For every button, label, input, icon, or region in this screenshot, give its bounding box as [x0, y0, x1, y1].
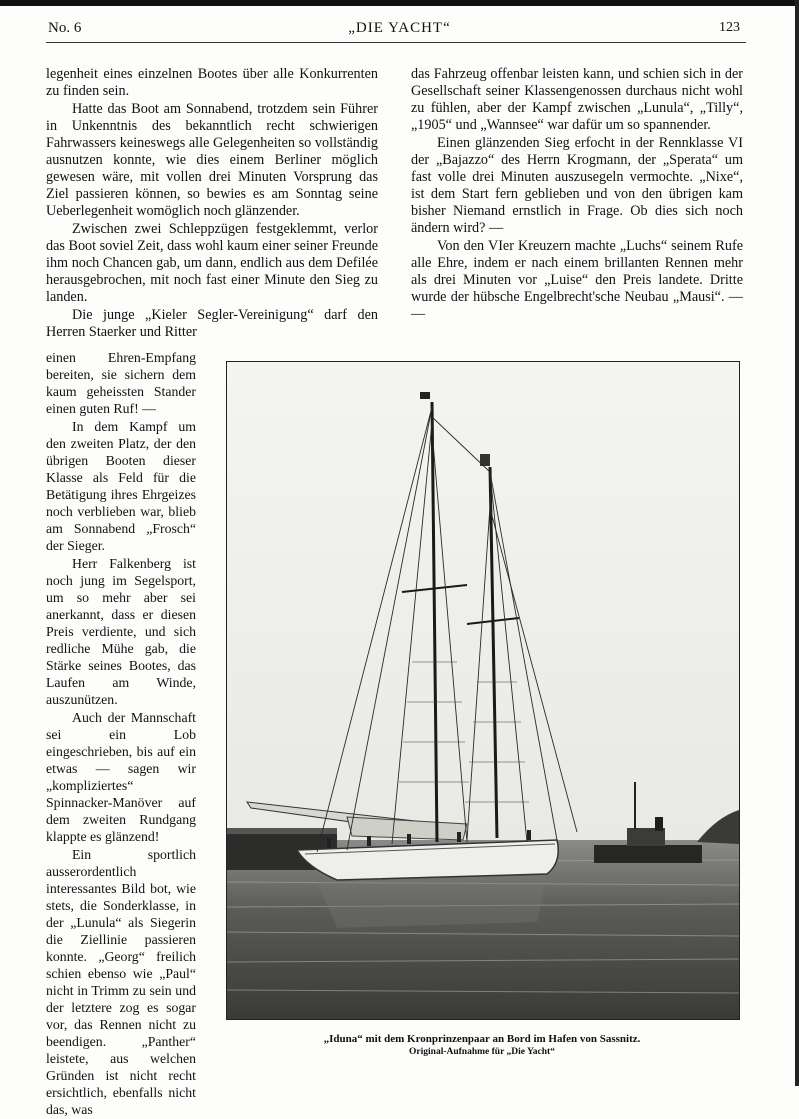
yacht-photograph: [226, 361, 740, 1020]
paragraph: Hatte das Boot am Sonnabend, trotzdem sein Führer in Unkenntnis des bekanntlich recht schwierigen Fahrwassers keineswegs alle Gelegenheiten so vollständig ausnutzen konnte, wie dies einem Berliner möglich gewesen wäre, mit vollen drei Minuten Vorsprung das Ziel passieren können, so bewies es am Sonntag seine Ueberlegenheit womöglich noch glänzender.: [46, 101, 378, 219]
paragraph: legenheit eines einzelnen Bootes über alle Konkurrenten zu finden sein.: [46, 66, 378, 99]
page-right-edge: [795, 0, 799, 1086]
issue-number: No. 6: [48, 20, 82, 36]
paragraph: Zwischen zwei Schleppzügen festgeklemmt, verlor das Boot soviel Zeit, dass wohl kaum einer seiner Freunde ihm noch Chancen gab, um dann, endlich aus dem Defilée herausgebrochen, mit noch fast einer Minute den Sieg zu landen.: [46, 221, 378, 305]
photo-caption: „Iduna“ mit dem Kronprinzenpaar an Bord im Hafen von Sassnitz.: [323, 1033, 641, 1045]
page-number: 123: [719, 20, 740, 35]
paragraph: Einen glänzenden Sieg erfocht in der Rennklasse VI der „Bajazzo“ des Herrn Krogmann, der „Sperata“ um fast volle drei Minuten auszusegeln vermochte. „Nixe“, ist dem Start fern geblieben und von den übrigen kam bisher Niemand ernstlich in Frage. Ob dies sich noch ändern wird? —: [411, 135, 743, 236]
photo-credit: Original-Aufnahme für „Die Yacht“: [409, 1047, 555, 1057]
paragraph: einen Ehren-Empfang bereiten, sie sichern dem kaum geheissten Stander einen guten Ruf! —: [46, 350, 196, 416]
paragraph: Auch der Mannschaft sei ein Lob eingeschrieben, bis auf ein etwas — sagen wir „kompliziertes“ Spinnacker-Manöver auf dem zweiten Rundgang klappte es glänzend!: [46, 710, 196, 844]
right-column-top: [411, 66, 743, 324]
left-narrow-column: [46, 349, 196, 1119]
left-column-top: [46, 66, 378, 342]
journal-title: „DIE YACHT“: [348, 20, 451, 36]
header-rule: [46, 42, 746, 43]
paragraph: In dem Kampf um den zweiten Platz, der den übrigen Booten dieser Klasse als Feld für die Betätigung ihres Ehrgeizes noch verblieben war, blieb am Sonnabend „Frosch“ der Sieger.: [46, 419, 196, 553]
paragraph: Von den VIer Kreuzern machte „Luchs“ seinem Rufe alle Ehre, indem er nach einem brillanten Rennen mehr als drei Minuten vor „Luise“ den Preis landete. Dritte wurde der hübsche Engelbrecht'sche Neubau „Mausi“. — —: [411, 238, 743, 322]
paragraph: Herr Falkenberg ist noch jung im Segelsport, um so mehr aber sei anerkannt, dass er diesen Preis verdiente, und sich redliche Mühe gab, die Stärke seines Bootes, das Laufen am Winde, auszunützen.: [46, 556, 196, 707]
paragraph: Ein sportlich ausserordentlich interessantes Bild bot, wie stets, die Sonderklasse, in der „Lunula“ als Siegerin die Ziellinie passieren konnte. „Georg“ freilich schien ebenso wie „Paul“ nicht in Trimm zu sein und der letztere zog es sogar vor, das Rennen nicht zu beendigen. „Panther“ leistete, aus welchen Gründen ist nicht recht ersichtlich, ebenfalls nicht das, was: [46, 847, 196, 1117]
page-top-edge: [0, 0, 799, 6]
schooner-illustration: [227, 362, 739, 1019]
paragraph: Die junge „Kieler Segler-Vereinigung“ darf den Herren Staerker und Ritter: [46, 307, 378, 340]
paragraph: das Fahrzeug offenbar leisten kann, und schien sich in der Gesellschaft seiner Klassengenossen durchaus nicht wohl zu fühlen, aber der Kampf zwischen „Lunula“, „Tilly“, „1905“ und „Wannsee“ war dafür um so spannender.: [411, 66, 743, 133]
